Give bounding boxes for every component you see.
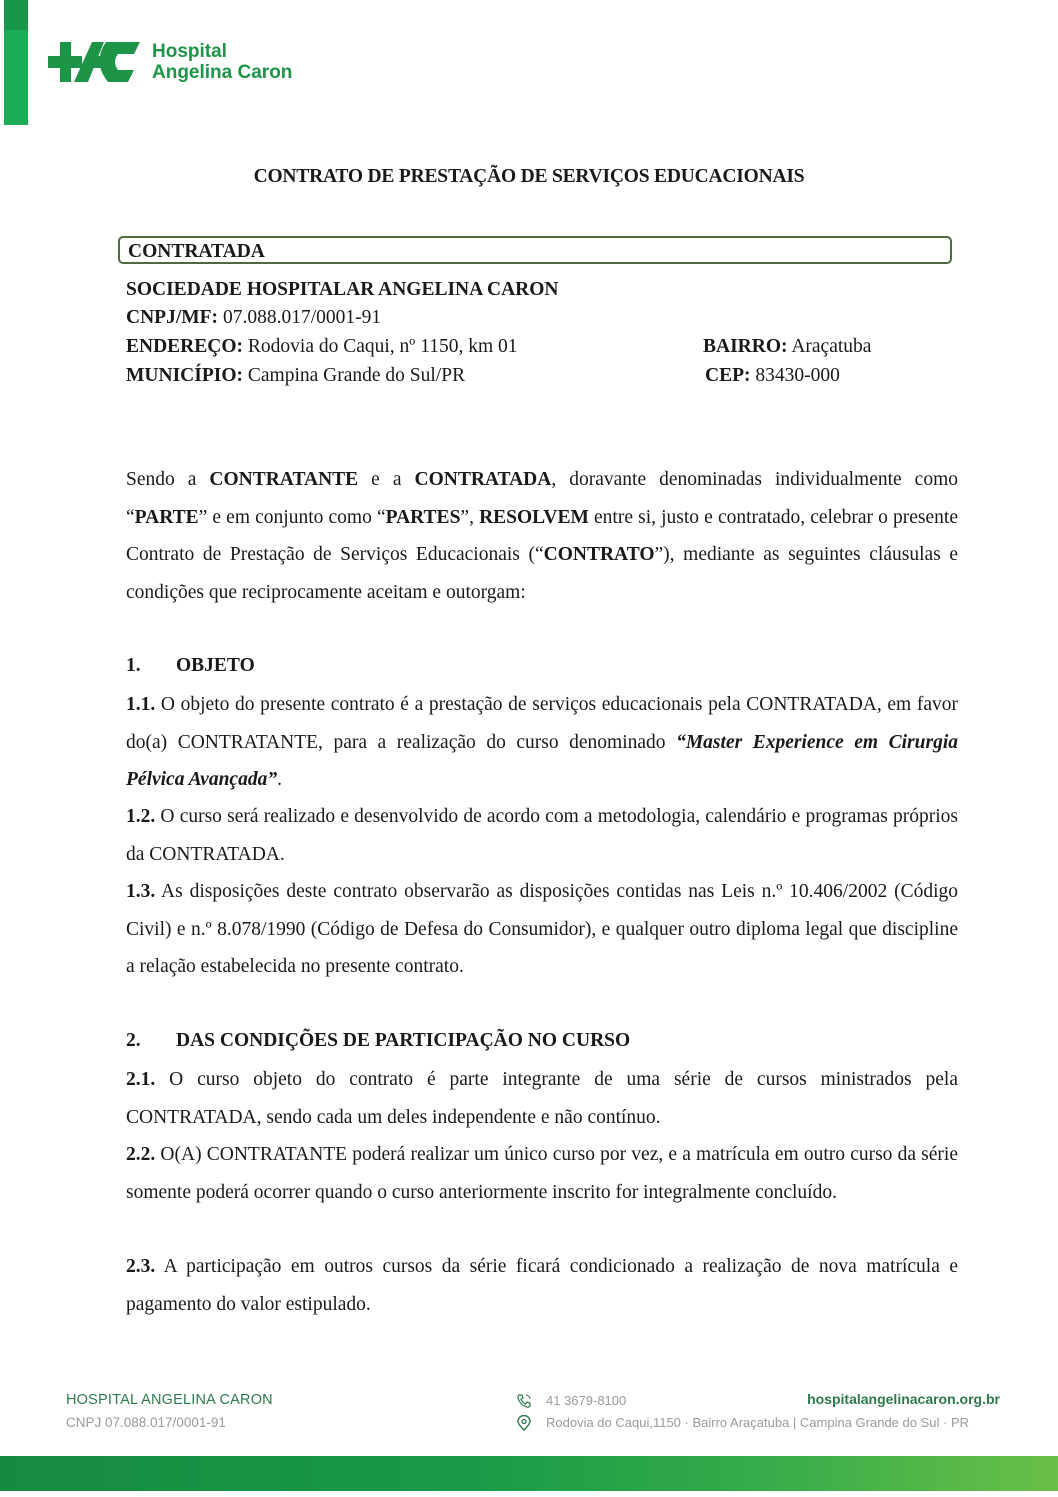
clause-2-3: 2.3. A participação em outros cursos da série ficará condicionado a realização de nova matrícula e pagamento do valor estipulado. <box>126 1256 958 1315</box>
footer-green-bar <box>0 1456 1058 1491</box>
contratada-bairro: BAIRRO: Araçatuba <box>703 336 872 357</box>
logo-line-2: Angelina Caron <box>152 62 293 83</box>
hospital-logo <box>48 40 292 84</box>
contratada-cep: CEP: 83430-000 <box>705 365 840 386</box>
clause-1-2: 1.2. O curso será realizado e desenvolvido de acordo com a metodologia, calendário e programas próprios da CONTRATADA. <box>126 806 958 865</box>
contratada-box-label: CONTRATADA <box>128 241 265 262</box>
clause-1-3: 1.3. As disposições deste contrato observarão as disposições contidas nas Leis n.º 10.406/2002 (Código Civil) e n.º 8.078/1990 (Código de Defesa do Consumidor), e qualquer outro diploma legal que discipline a relação estabelecida no presente contrato. <box>126 881 958 977</box>
clause-2-2: 2.2. O(A) CONTRATANTE poderá realizar um único curso por vez, e a matrícula em outro curso da série somente poderá ocorrer quando o curso anteriormente inscrito for integralmente concluído. <box>126 1144 958 1203</box>
clause-1-1: 1.1. O objeto do presente contrato é a prestação de serviços educacionais pela CONTRATADA, em favor do(a) CONTRATANTE, para a realização do curso denominado “Master Experience em Cirurgia Pélvica Avançada”. <box>126 694 958 790</box>
clause-2-1: 2.1. O curso objeto do contrato é parte integrante de uma série de cursos ministrados pela CONTRATADA, sendo cada um deles independente e não contínuo. <box>126 1069 958 1128</box>
footer-cnpj: CNPJ 07.088.017/0001-91 <box>66 1415 226 1430</box>
section-1-heading: 1. OBJETO <box>126 655 255 676</box>
hac-logo-icon <box>48 40 140 84</box>
contratada-cnpj: CNPJ/MF: 07.088.017/0001-91 <box>126 307 382 328</box>
contratada-endereco: ENDEREÇO: Rodovia do Caqui, nº 1150, km 01 <box>126 336 518 357</box>
footer-hospital-name: HOSPITAL ANGELINA CARON <box>66 1392 273 1408</box>
logo-line-1: Hospital <box>152 41 227 62</box>
footer-address: Rodovia do Caqui,1150 · Bairro Araçatuba | Campina Grande do Sul · PR <box>546 1415 969 1430</box>
section-2-heading: 2. DAS CONDIÇÕES DE PARTICIPAÇÃO NO CURSO <box>126 1030 631 1051</box>
intro-paragraph: Sendo a CONTRATANTE e a CONTRATADA, doravante denominadas individualmente como “PARTE” e em conjunto como “PARTES”, RESOLVEM entre si, justo e contratado, celebrar o presente Contrato de Prestação de Serviços Educacionais (“CONTRATO”), mediante as seguintes cláusulas e condições que reciprocamente aceitam e outorgam: <box>126 469 959 603</box>
contratada-municipio: MUNICÍPIO: Campina Grande do Sul/PR <box>126 365 466 386</box>
contratada-box <box>118 236 952 264</box>
footer-website-link[interactable]: hospitalangelinacaron.org.br <box>807 1391 1000 1407</box>
phone-icon <box>516 1393 532 1409</box>
document-title: CONTRATO DE PRESTAÇÃO DE SERVIÇOS EDUCACIONAIS <box>253 166 805 187</box>
header-green-strip <box>4 0 28 125</box>
location-pin-icon <box>516 1415 532 1431</box>
contratada-name: SOCIEDADE HOSPITALAR ANGELINA CARON <box>126 279 559 300</box>
footer-phone: 41 3679-8100 <box>546 1393 627 1408</box>
